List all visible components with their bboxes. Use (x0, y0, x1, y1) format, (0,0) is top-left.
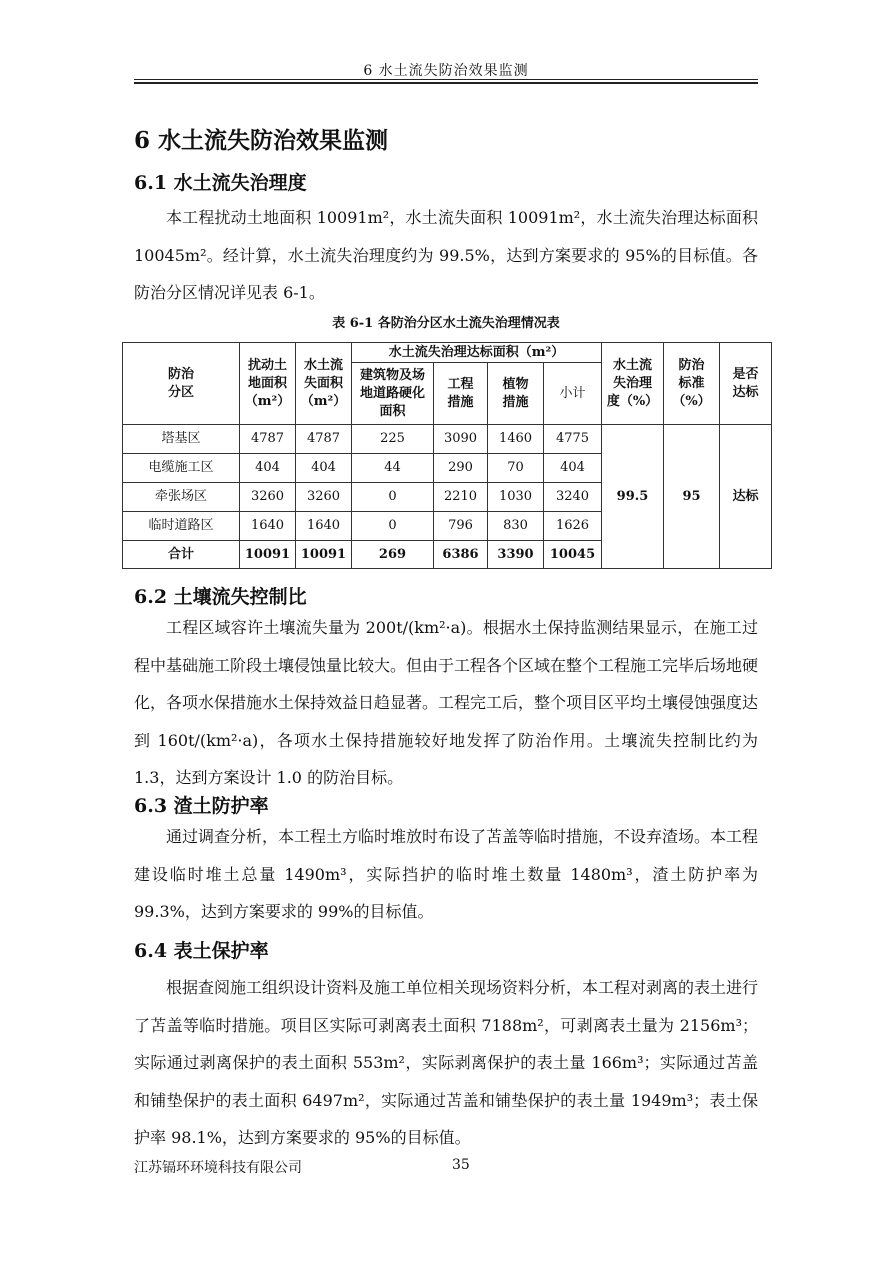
header-building-area: 建筑物及场 地道路硬化 面积 (352, 363, 434, 425)
cell-standard: 95 (664, 425, 720, 569)
cell-zone: 临时道路区 (123, 512, 240, 541)
header-pass: 是否 达标 (720, 343, 772, 425)
section-title-6-1: 6.1 水土流失治理度 (134, 172, 307, 194)
cell-plant: 830 (488, 512, 544, 541)
paragraph-6-4: 根据查阅施工组织设计资料及施工单位相关现场资料分析，本工程对剥离的表土进行了苫盖等临时措施。项目区实际可剥离表土面积 7188m²，可剥离表土量为 2156m³；实际通过剥离保护的表土面积 553m²，实际剥离保护的表土量 166m³；实际通过苫盖和铺垫保护的表土面积 6497m²，实际通过苫盖和铺垫保护的表土量 1949m³；表土保护率 98.1%，达到方案要求的 95%的目标值。 (134, 978, 759, 1147)
header-standard: 防治 标准 （%） (664, 343, 720, 425)
erosion-control-table (122, 342, 772, 569)
cell-subtotal: 4775 (544, 425, 602, 454)
header-zone: 防治 分区 (123, 343, 240, 425)
paragraph-6-2: 工程区域容许土壤流失量为 200t/(km²·a)。根据水土保持监测结果显示，在施工过程中基础施工阶段土壤侵蚀量比较大。但由于工程各个区域在整个工程施工完毕后场地硬化，各项水保措施水土保持效益日趋显著。工程完工后，整个项目区平均土壤侵蚀强度达到 160t/(km²·a)，各项水土保持措施较好地发挥了防治作用。土壤流失控制比约为 1.3，达到方案设计 1.0 的防治目标。 (134, 618, 759, 787)
cell-engineering: 6386 (434, 541, 488, 569)
cell-plant: 3390 (488, 541, 544, 569)
cell-engineering: 796 (434, 512, 488, 541)
cell-disturbed: 4787 (240, 425, 296, 454)
cell-zone: 电缆施工区 (123, 454, 240, 483)
page-number: 35 (452, 1157, 470, 1173)
header-erosion-area: 水土流 失面积 （m²） (296, 343, 352, 425)
cell-plant: 1030 (488, 483, 544, 512)
cell-pass: 达标 (720, 425, 772, 569)
cell-subtotal: 1626 (544, 512, 602, 541)
section-title-6-4: 6.4 表土保护率 (134, 940, 269, 962)
cell-erosion: 4787 (296, 425, 352, 454)
cell-erosion: 404 (296, 454, 352, 483)
cell-treatment-degree: 99.5 (602, 425, 664, 569)
header-disturbed-area: 扰动土 地面积 （m²） (240, 343, 296, 425)
header-rule-thick (134, 82, 758, 84)
header-subtotal: 小计 (544, 363, 602, 425)
cell-subtotal: 10045 (544, 541, 602, 569)
table-row (123, 425, 772, 454)
footer-company: 江苏镉环环境科技有限公司 (134, 1160, 302, 1176)
cell-engineering: 3090 (434, 425, 488, 454)
cell-disturbed: 3260 (240, 483, 296, 512)
cell-zone: 牵张场区 (123, 483, 240, 512)
header-treatment-degree: 水土流 失治理 度（%） (602, 343, 664, 425)
cell-engineering: 290 (434, 454, 488, 483)
cell-engineering: 2210 (434, 483, 488, 512)
cell-disturbed: 1640 (240, 512, 296, 541)
cell-subtotal: 3240 (544, 483, 602, 512)
table-caption: 表 6-1 各防治分区水土流失治理情况表 (332, 316, 560, 331)
cell-building: 0 (352, 512, 434, 541)
cell-building: 0 (352, 483, 434, 512)
header-engineering: 工程 措施 (434, 363, 488, 425)
cell-building: 225 (352, 425, 434, 454)
cell-zone: 塔基区 (123, 425, 240, 454)
section-title-6-3: 6.3 渣土防护率 (134, 795, 269, 817)
paragraph-6-3: 通过调查分析，本工程土方临时堆放时布设了苫盖等临时措施，不设弃渣场。本工程建设临时堆土总量 1490m³，实际挡护的临时堆土数量 1480m³，渣土防护率为 99.3%，达到方案要求的 99%的目标值。 (134, 827, 759, 921)
cell-plant: 1460 (488, 425, 544, 454)
chapter-title: 6 水土流失防治效果监测 (134, 127, 389, 154)
header-treated-area-group: 水土流失治理达标面积（m²） (352, 343, 602, 363)
cell-plant: 70 (488, 454, 544, 483)
header-rule-thin (134, 79, 758, 80)
cell-disturbed: 404 (240, 454, 296, 483)
header-plant: 植物 措施 (488, 363, 544, 425)
cell-subtotal: 404 (544, 454, 602, 483)
paragraph-6-1: 本工程扰动土地面积 10091m²，水土流失面积 10091m²，水土流失治理达标面积 10045m²。经计算，水土流失治理度约为 99.5%，达到方案要求的 95%的目标值。各防治分区情况详见表 6-1。 (134, 208, 758, 302)
cell-building: 44 (352, 454, 434, 483)
cell-building: 269 (352, 541, 434, 569)
cell-erosion: 1640 (296, 512, 352, 541)
section-title-6-2: 6.2 土壤流失控制比 (134, 586, 307, 608)
cell-zone: 合计 (123, 541, 240, 569)
running-header: 6 水土流失防治效果监测 (363, 63, 529, 79)
cell-disturbed: 10091 (240, 541, 296, 569)
cell-erosion: 3260 (296, 483, 352, 512)
cell-erosion: 10091 (296, 541, 352, 569)
